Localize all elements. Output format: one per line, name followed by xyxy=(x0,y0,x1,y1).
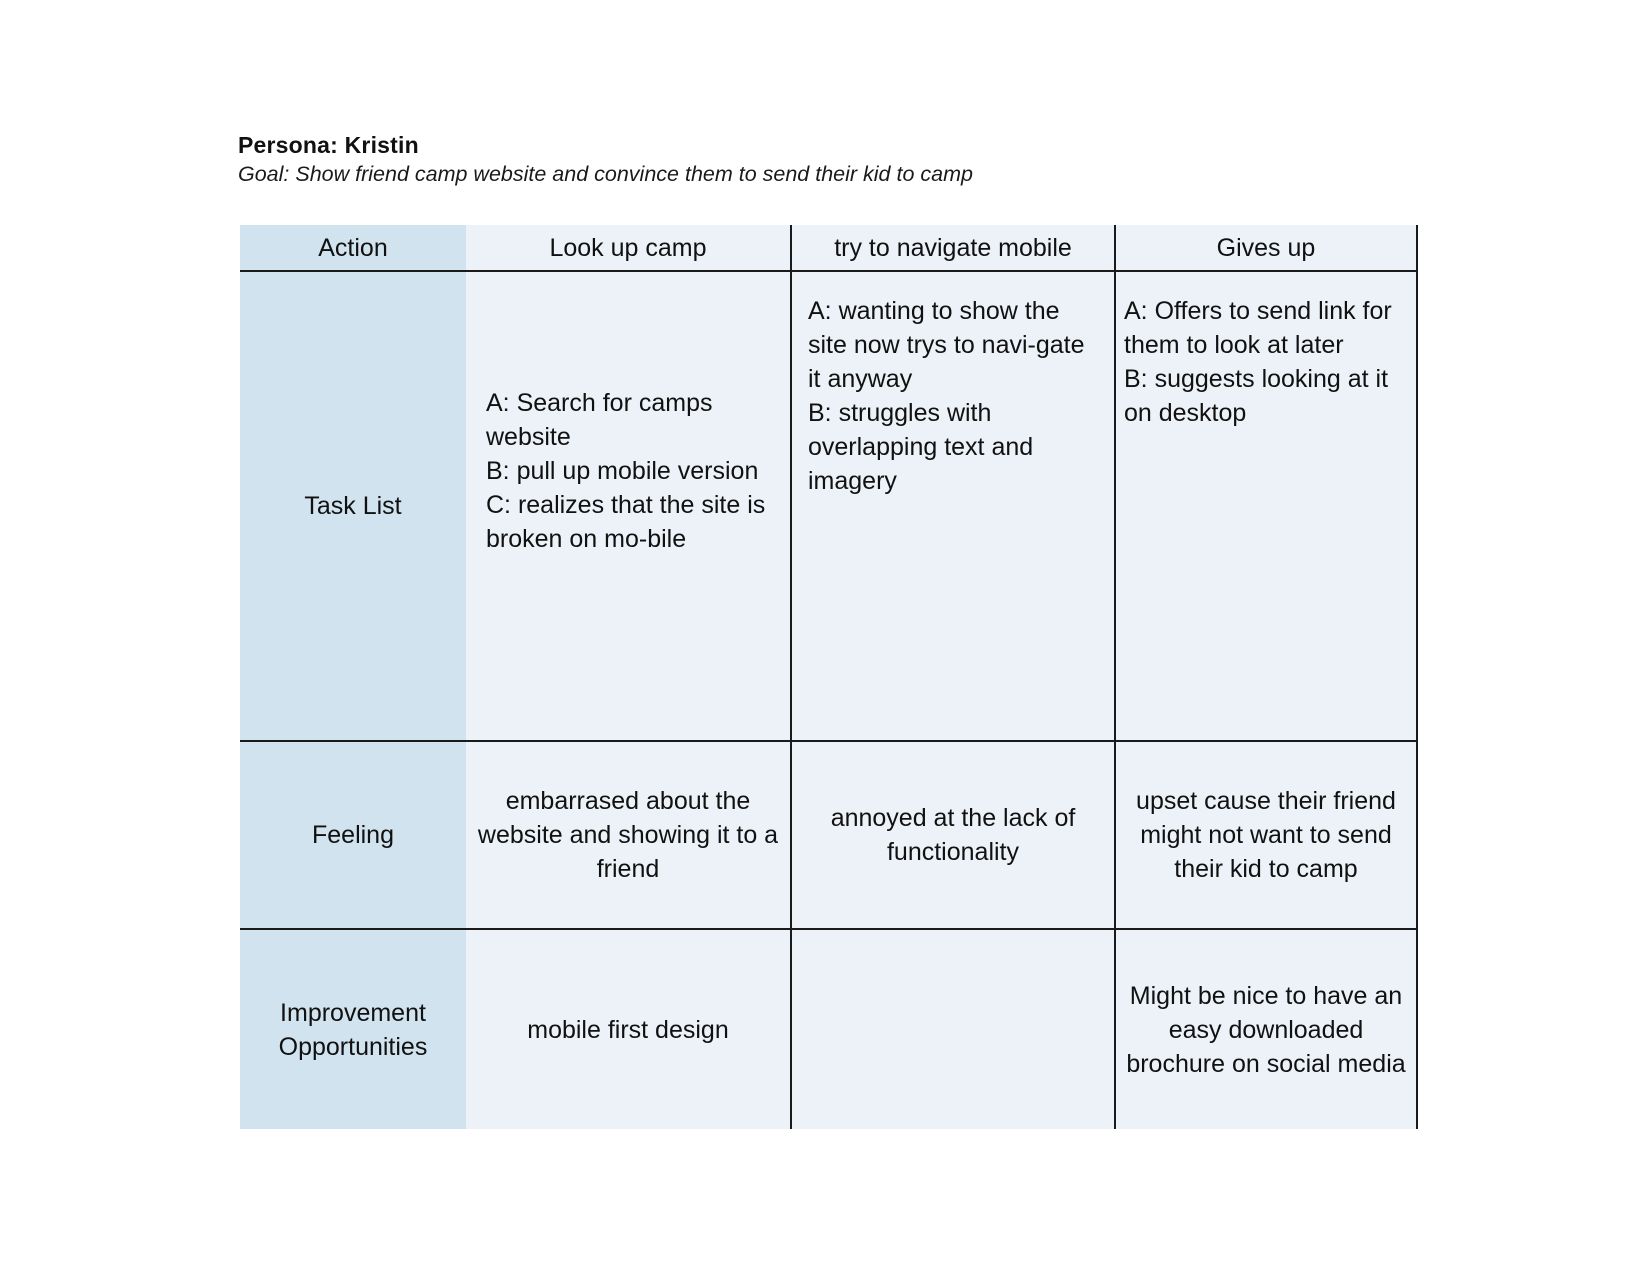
task-item: B: pull up mobile version xyxy=(486,457,759,485)
task-item: B: suggests looking at it on desktop xyxy=(1124,365,1389,427)
task-item: B: struggles with overlapping text and imagery xyxy=(808,399,1034,495)
improvement-cell-gives-up: Might be nice to have an easy downloaded brochure on social media xyxy=(1115,929,1417,1129)
improvement-row xyxy=(240,929,1417,1129)
journey-map-table xyxy=(240,225,1418,1129)
persona-title: Persona: Kristin xyxy=(238,132,419,158)
row-label-text: Improvement Opportunities xyxy=(278,998,428,1061)
improvement-row-label xyxy=(240,929,466,1129)
row-label-text: Action xyxy=(318,233,388,262)
action-row xyxy=(240,225,1417,271)
feeling-cell-look-up-camp: embarrased about the website and showing it to a friend xyxy=(466,741,791,929)
improvement-cell-navigate-mobile xyxy=(791,929,1115,1129)
improvement-cell-look-up-camp: mobile first design xyxy=(466,929,791,1129)
feeling-cell-gives-up: upset cause their friend might not want to send their kid to camp xyxy=(1115,741,1417,929)
task-cell-look-up-camp xyxy=(466,271,791,741)
task-item: C: realizes that the site is broken on mo-bile xyxy=(486,491,766,553)
feeling-row xyxy=(240,741,1417,929)
action-cell-look-up-camp: Look up camp xyxy=(466,225,791,271)
task-list-row xyxy=(240,271,1417,741)
persona-goal: Goal: Show friend camp website and convince them to send their kid to camp xyxy=(238,162,973,186)
row-label-text: Feeling xyxy=(312,821,394,849)
row-label-text: Task List xyxy=(304,492,402,520)
action-cell-navigate-mobile: try to navigate mobile xyxy=(791,225,1115,271)
task-item: A: Offers to send link for them to look at later xyxy=(1124,297,1392,359)
feeling-row-label xyxy=(240,741,466,929)
action-cell-gives-up: Gives up xyxy=(1115,225,1417,271)
task-cell-gives-up xyxy=(1115,271,1417,741)
task-item: A: wanting to show the site now trys to navi-gate it anyway xyxy=(808,297,1085,393)
action-row-label xyxy=(240,225,466,271)
task-cell-navigate-mobile xyxy=(791,271,1115,741)
feeling-cell-navigate-mobile: annoyed at the lack of functionality xyxy=(791,741,1115,929)
task-item: A: Search for camps website xyxy=(486,389,713,451)
task-list-row-label xyxy=(240,271,466,741)
